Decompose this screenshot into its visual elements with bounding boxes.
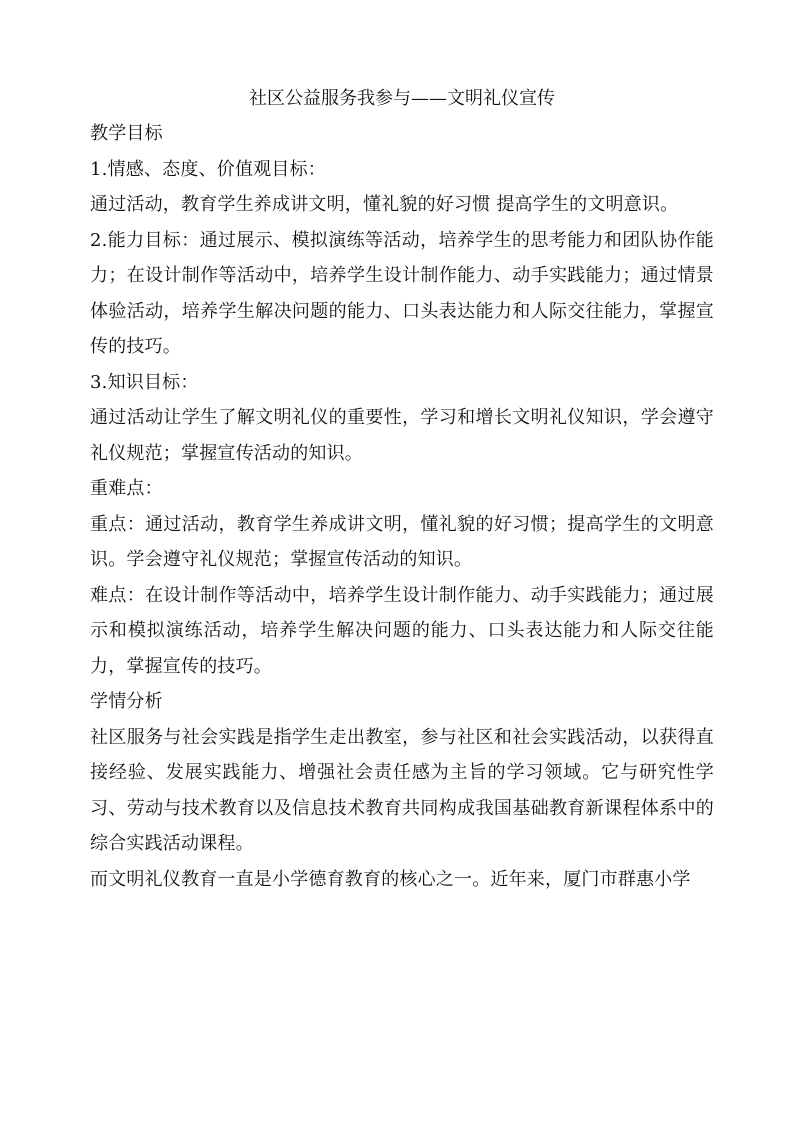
learner-analysis-text-2: 而文明礼仪教育一直是小学德育教育的核心之一。近年来，厦门市群惠小学 [90, 868, 691, 890]
heading-learner-analysis: 学情分析 [90, 691, 163, 712]
goal-3-text: 通过活动让学生了解文明礼仪的重要性，学习和增长文明礼仪知识，学会遵守礼仪规范；掌握宣传活动的知识。 [90, 407, 714, 464]
heading-key-points: 重难点： [90, 478, 163, 499]
goal-1-heading: 1.情感、态度、价值观目标： [90, 158, 326, 180]
heading-teaching-goals: 教学目标 [90, 123, 163, 144]
goal-1-text: 通过活动，教育学生养成讲文明，懂礼貌的好习惯 提高学生的文明意识。 [90, 194, 679, 215]
difficult-point-text: 难点：在设计制作等活动中，培养学生设计制作能力、动手实践能力；通过展示和模拟演练活动，培养学生解决问题的能力、口头表达能力和人际交往能力，掌握宣传的技巧。 [90, 584, 714, 677]
goal-3-heading: 3.知识目标： [90, 371, 199, 393]
goal-2-text: 2.能力目标：通过展示、模拟演练等活动，培养学生的思考能力和团队协作能力；在设计制作等活动中，培养学生设计制作能力、动手实践能力；通过情景体验活动，培养学生解决问题的能力、口头表达能力和人际交往能力，掌握宣传的技巧。 [90, 229, 714, 357]
document-body [90, 82, 714, 897]
key-point-text: 重点：通过活动，教育学生养成讲文明，懂礼貌的好习惯；提高学生的文明意识。学会遵守礼仪规范；掌握宣传活动的知识。 [90, 513, 714, 570]
learner-analysis-text-1: 社区服务与社会实践是指学生走出教室，参与社区和社会实践活动，以获得直接经验、发展实践能力、增强社会责任感为主旨的学习领域。它与研究性学习、劳动与技术教育以及信息技术教育共同构成我国基础教育新课程体系中的综合实践活动课程。 [90, 726, 714, 854]
document-title: 社区公益服务我参与——文明礼仪宣传 [249, 88, 555, 109]
